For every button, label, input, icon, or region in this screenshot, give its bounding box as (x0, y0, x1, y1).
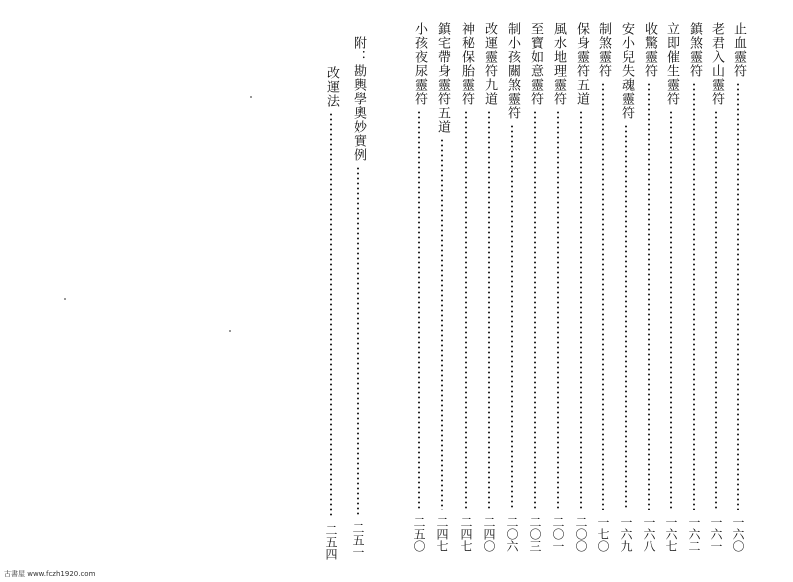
dot-leader (534, 110, 536, 510)
toc-entry (593, 22, 613, 552)
toc-entry-page: 二五〇 (412, 516, 426, 552)
dot-leader (357, 166, 359, 516)
toc-entry-page: 二〇六 (505, 516, 519, 552)
toc-entry (684, 22, 704, 552)
scan-speck (64, 298, 66, 300)
toc-entry-page: 一六七 (664, 516, 678, 552)
toc-entry-page: 二〇三 (528, 516, 542, 552)
toc-entry (728, 22, 748, 552)
toc-entry-title: 鎮宅帶身靈符五道 (435, 22, 450, 134)
toc-entry-page: 一六一 (709, 516, 723, 552)
toc-entry-page: 二四七 (435, 516, 449, 552)
dot-leader (693, 82, 695, 510)
toc-entry-page: 一六〇 (731, 516, 745, 552)
toc-entry-title: 保身靈符五道 (574, 22, 589, 106)
dot-leader (557, 110, 559, 510)
toc-entry-page: 一六八 (642, 516, 656, 552)
toc-entry-page: 一七〇 (596, 516, 610, 552)
toc-entry (706, 22, 726, 552)
toc-entry (321, 66, 341, 560)
toc-entry-title: 改運法 (324, 66, 339, 108)
toc-entry-page: 一六二 (687, 516, 701, 552)
toc-entry-title: 風水地理靈符 (551, 22, 566, 106)
toc-entry-title: 止血靈符 (731, 22, 746, 78)
toc-entry-title: 神秘保胎靈符 (459, 22, 474, 106)
toc-entry (432, 22, 452, 552)
dot-leader (488, 110, 490, 510)
toc-entry (571, 22, 591, 552)
toc-entry-title: 至寶如意靈符 (528, 22, 543, 106)
dot-leader (580, 110, 582, 510)
dot-leader (418, 110, 420, 510)
dot-leader (511, 124, 513, 510)
dot-leader (715, 110, 717, 510)
toc-entry (616, 22, 636, 552)
toc-entry-page: 二五四 (324, 524, 338, 560)
toc-entry-title: 收驚靈符 (642, 22, 657, 78)
toc-entry-page: 二〇一 (551, 516, 565, 552)
scan-speck (229, 330, 231, 332)
toc-entry-page: 二〇〇 (574, 516, 588, 552)
toc-entry-title: 鎮煞靈符 (687, 22, 702, 78)
toc-entry-page: 二四七 (459, 516, 473, 552)
toc-entry-title: 安小兒失魂靈符 (619, 22, 634, 120)
toc-entry-page: 二四〇 (482, 516, 496, 552)
toc-entry-page: 一六九 (619, 516, 633, 552)
toc-entry (456, 22, 476, 552)
toc-entry-appendix (348, 36, 368, 558)
toc-entry (479, 22, 499, 552)
scan-speck (250, 96, 252, 98)
dot-leader (330, 112, 332, 518)
toc-entry (525, 22, 545, 552)
toc-entry-title: 小孩夜尿靈符 (412, 22, 427, 106)
toc-entry-page: 二五一 (351, 522, 365, 558)
toc-entry-title: 制小孩關煞靈符 (505, 22, 520, 120)
toc-entry (409, 22, 429, 552)
dot-leader (465, 110, 467, 510)
dot-leader (602, 82, 604, 510)
dot-leader (670, 110, 672, 510)
dot-leader (625, 124, 627, 510)
toc-entry-title: 制煞靈符 (596, 22, 611, 78)
toc-entry (548, 22, 568, 552)
toc-entry-title: 附：勘輿學奧妙實例 (351, 36, 366, 162)
toc-entry (639, 22, 659, 552)
toc-entry (661, 22, 681, 552)
dot-leader (737, 82, 739, 510)
toc-entry-title: 立即催生靈符 (664, 22, 679, 106)
dot-leader (648, 82, 650, 510)
toc-entry-title: 老君入山靈符 (709, 22, 724, 106)
dot-leader (441, 138, 443, 510)
toc-entry-title: 改運靈符九道 (482, 22, 497, 106)
toc-entry (502, 22, 522, 552)
watermark-footer: 古書屋 www.fczh1920.com (4, 570, 96, 578)
